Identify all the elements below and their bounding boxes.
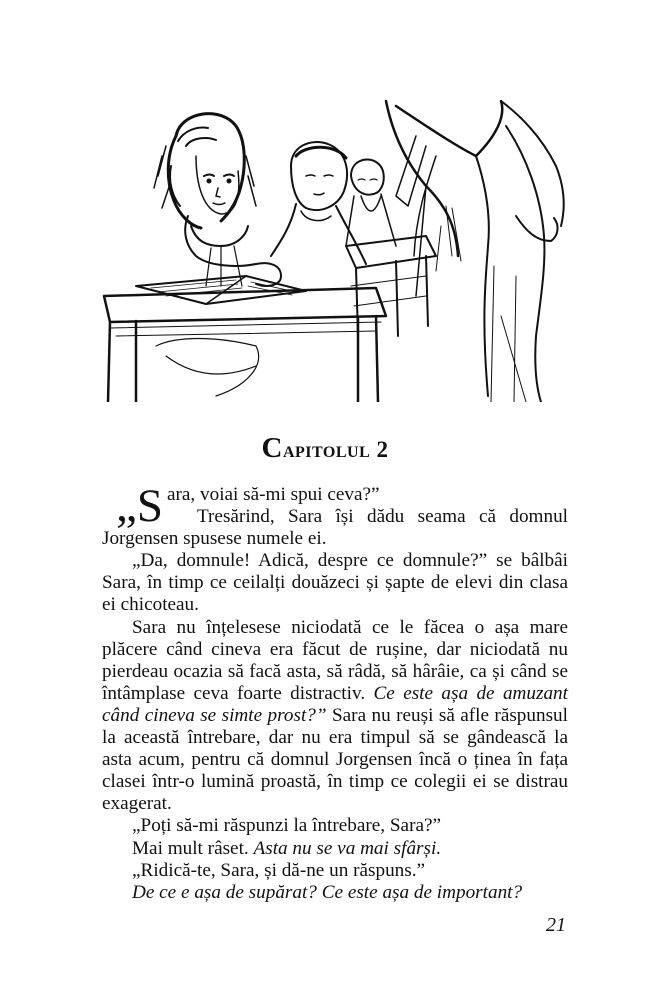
paragraph-1-text: ara, voiai să-mi spui ceva?” <box>167 484 380 505</box>
drop-cap: „S <box>116 480 163 532</box>
paragraph-5: „Poți să-mi răspunzi la întrebare, Sara?” <box>132 815 442 837</box>
paragraph-4 <box>102 617 568 816</box>
paragraph-4-text-b: Sara nu reuși să afle răspunsul la această întrebare, dar nu era timpul să se gândească la asta acum, pentru că domnul Jorgensen încă o ținea în fața clasei într-o lumină proastă, în timp ce colegii ei se distrau exagerat. <box>102 704 568 815</box>
paragraph-6-italic: Asta nu se va mai sfârși. <box>253 837 442 859</box>
chapter-title <box>0 432 650 465</box>
chapter-body-text <box>102 480 568 904</box>
classroom-sketch-illustration <box>96 96 566 402</box>
paragraph-8 <box>102 882 568 904</box>
paragraph-8-italic: De ce e așa de supărat? Ce este așa de important? <box>132 881 523 903</box>
paragraph-6 <box>102 838 568 860</box>
paragraph-4-italic: Ce este așa de amuzant când cineva se simte prost?” <box>102 682 568 726</box>
chapter-title-rest: apitolul 2 <box>282 437 389 462</box>
page-number: 21 <box>546 914 566 936</box>
paragraph-6-text: Mai mult râset. <box>132 837 254 859</box>
paragraph-7: „Ridică-te, Sara, și dă-ne un răspuns.” <box>132 859 426 881</box>
paragraph-4-text-a: Sara nu înțelesese niciodată ce le făcea o așa mare plăcere când cineva era făcut de rușine, dar niciodată nu pierdeau ocazia să facă asta, să râdă, să hârâie, ca și când se întâmplase ceva foarte distractiv. <box>102 616 568 704</box>
paragraph-3: „Da, domnule! Adică, despre ce domnule?” se bâlbâi Sara, în timp ce ceilalți douăzeci și șapte de elevi din clasa ei chicoteau. <box>102 550 568 616</box>
paragraph-2: Tresărind, Sara își dădu seama că domnul Jorgensen spusese numele ei. <box>102 506 568 550</box>
chapter-title-initial: C <box>261 432 283 464</box>
